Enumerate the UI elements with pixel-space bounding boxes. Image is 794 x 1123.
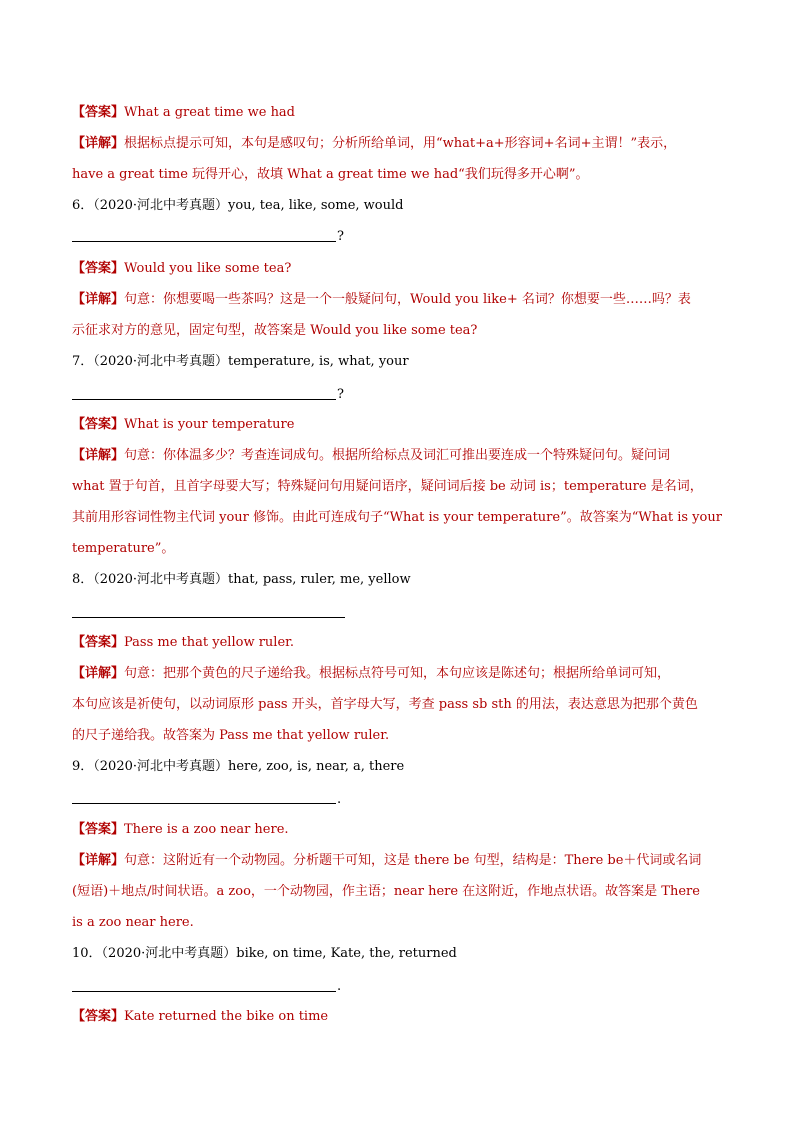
- detail-tag: 【详解】: [72, 292, 125, 307]
- detail-text: 其前用形容词性物主代词 your 修饰。由此可连成句子“What is your temperature”。故答案为“What is your: [72, 510, 722, 525]
- detail-text: 示征求对方的意见，固定句型，故答案是 Would you like some tea?: [72, 323, 478, 338]
- answer-blank: [72, 399, 336, 400]
- answer-tag: 【答案】: [72, 1009, 125, 1024]
- answer-line: [72, 820, 289, 840]
- detail-text: temperature”。: [72, 541, 175, 556]
- question-stem: 8．（2020·河北中考真题）that, pass, ruler, me, yellow: [72, 572, 411, 587]
- answer-line: [72, 103, 295, 123]
- end-punctuation: ?: [337, 229, 344, 244]
- detail-text: 句意：你体温多少？考查连词成句。根据所给标点及词汇可推出要连成一个特殊疑问句。疑问词: [124, 448, 671, 463]
- answer-blank: [72, 241, 336, 242]
- answer-text: What is your temperature: [124, 417, 295, 432]
- answer-line: [72, 1007, 328, 1027]
- question-stem: 10．（2020·河北中考真题）bike, on time, Kate, the, returned: [72, 946, 457, 961]
- detail-text: is a zoo near here.: [72, 915, 194, 930]
- answer-blank: [72, 617, 345, 618]
- question-stem: 6．（2020·河北中考真题）you, tea, like, some, would: [72, 198, 404, 213]
- end-punctuation: ?: [337, 387, 344, 402]
- detail-tag: 【详解】: [72, 136, 125, 151]
- answer-blank: [72, 803, 336, 804]
- answer-line: [72, 633, 294, 653]
- answer-tag: 【答案】: [72, 417, 125, 432]
- answer-text: There is a zoo near here.: [124, 822, 289, 837]
- answer-line: [72, 259, 291, 279]
- answer-tag: 【答案】: [72, 635, 125, 650]
- answer-tag: 【答案】: [72, 105, 125, 120]
- detail-tag: 【详解】: [72, 853, 125, 868]
- detail-text: have a great time 玩得开心，故填 What a great time we had“我们玩得多开心啊”。: [72, 167, 589, 182]
- detail-text: 的尺子递给我。故答案为 Pass me that yellow ruler.: [72, 728, 390, 743]
- detail-text: 根据标点提示可知，本句是感叹句；分析所给单词，用“what+a+形容词+名词+主谓！”表示，: [124, 136, 677, 151]
- detail-text: 本句应该是祈使句，以动词原形 pass 开头，首字母大写，考查 pass sb sth 的用法，表达意思为把那个黄色: [72, 697, 698, 712]
- detail-line: [72, 664, 670, 684]
- detail-line: [72, 851, 701, 871]
- detail-tag: 【详解】: [72, 666, 125, 681]
- detail-text: (短语)＋地点/时间状语。a zoo，一个动物园，作主语；near here 在这附近，作地点状语。故答案是 There: [72, 884, 700, 899]
- answer-line: [72, 415, 294, 435]
- answer-text: Kate returned the bike on time: [124, 1009, 329, 1024]
- answer-text: What a great time we had: [124, 105, 296, 120]
- answer-text: Would you like some tea?: [124, 261, 292, 276]
- answer-tag: 【答案】: [72, 261, 125, 276]
- answer-tag: 【答案】: [72, 822, 125, 837]
- detail-text: what 置于句首，且首字母要大写；特殊疑问句用疑问语序，疑问词后接 be 动词 is；temperature 是名词，: [72, 479, 703, 494]
- question-stem: 9．（2020·河北中考真题）here, zoo, is, near, a, there: [72, 759, 405, 774]
- end-punctuation: .: [337, 792, 342, 807]
- end-punctuation: .: [337, 979, 342, 994]
- detail-text: 句意：这附近有一个动物园。分析题干可知，这是 there be 句型，结构是：There be＋代词或名词: [124, 853, 702, 868]
- detail-text: 句意：把那个黄色的尺子递给我。根据标点符号可知，本句应该是陈述句；根据所给单词可知，: [124, 666, 671, 681]
- detail-text: 句意：你想要喝一些茶吗？这是一个一般疑问句，Would you like+ 名词？你想要一些……吗？表: [124, 292, 691, 307]
- detail-line: [72, 290, 691, 310]
- detail-line: [72, 134, 676, 154]
- detail-line: [72, 446, 670, 466]
- answer-blank: [72, 991, 336, 992]
- detail-tag: 【详解】: [72, 448, 125, 463]
- answer-text: Pass me that yellow ruler.: [124, 635, 295, 650]
- question-stem: 7．（2020·河北中考真题）temperature, is, what, your: [72, 354, 409, 369]
